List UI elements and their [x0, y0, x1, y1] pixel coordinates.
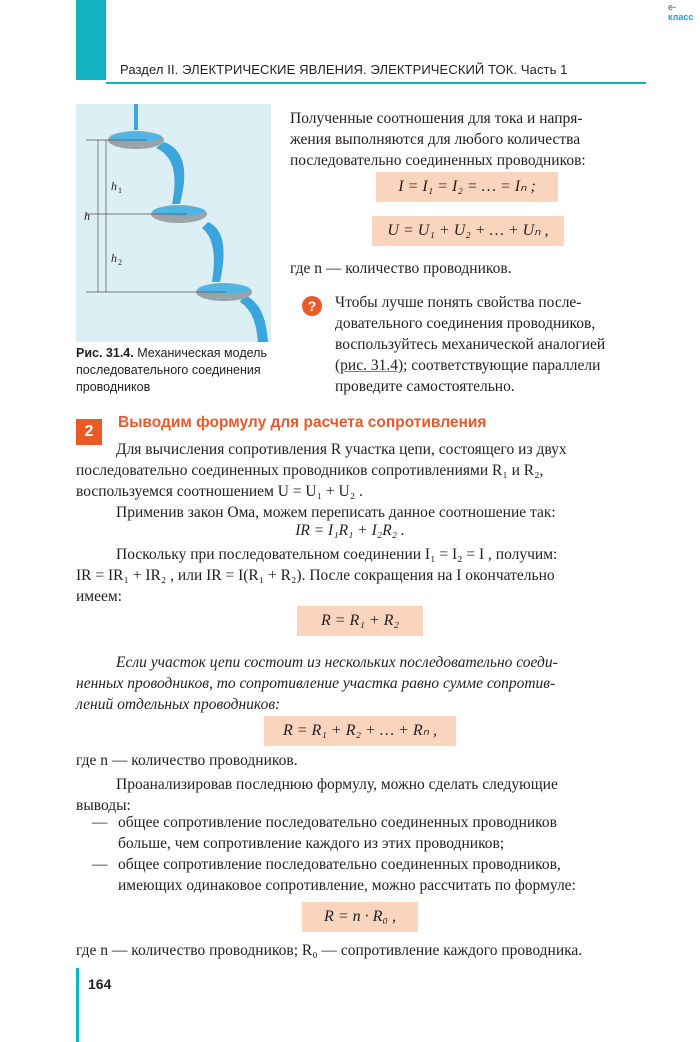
question-icon: ? — [302, 296, 322, 316]
bullet-dash-1: — — [92, 814, 108, 831]
figure-reference-link[interactable]: (рис. 31.4) — [335, 357, 404, 374]
equation-ir: IR = I₁R₁ + I₂R₂ . — [295, 522, 405, 539]
page-header: Раздел II. ЭЛЕКТРИЧЕСКИЕ ЯВЛЕНИЯ. ЭЛЕКТРИЧЕСКИЙ ТОК. Часть 1 — [120, 62, 568, 77]
paragraph-3: Поскольку при последовательном соединении I₁ = I₂ = I , получим: IR = IR₁ + IR₂ , или IR = I(R₁ + R₂). После сокращения на I окончательно имеем: — [76, 546, 558, 605]
section-number: 2 — [76, 419, 102, 445]
figure-caption: Рис. 31.4. Механическая модель последовательного соединения проводников — [76, 346, 267, 394]
label-h: h — [84, 209, 90, 223]
intro-paragraph: Полученные соотношения для тока и напря- жения выполняются для любого количества последовательно соединенных проводников: — [290, 110, 586, 169]
where-n-1: где n — количество проводников. — [290, 260, 512, 277]
svg-text:2: 2 — [118, 258, 122, 267]
chapter-tab — [76, 0, 106, 80]
water-stream-1 — [156, 142, 184, 204]
where-n-2: где n — количество проводников. — [76, 752, 298, 769]
svg-text:1: 1 — [118, 186, 122, 195]
bullet-2: общее сопротивление последовательно соединенных проводников, имеющих одинаковое сопротивление, можно рассчитать по формуле: — [118, 856, 576, 894]
page-number-bar — [76, 968, 79, 1042]
publisher-logo: e-класс — [668, 2, 694, 22]
question-paragraph: Чтобы лучше понять свойства после- довательного соединения проводников, воспользуйтесь механической аналогией (рис. 31.4); соответствующие параллели проведите самостоятельно. — [335, 294, 606, 395]
figure-water-bowls — [76, 104, 271, 342]
header-rule — [106, 82, 646, 84]
formula-two-resistors: R = R₁ + R₂ — [297, 606, 423, 636]
label-h2: h — [111, 251, 117, 265]
formula-n-resistors: R = R₁ + R₂ + … + Rₙ , — [264, 716, 456, 746]
water-stream-top — [134, 104, 138, 130]
bowls-illustration — [76, 104, 271, 342]
rule-paragraph: Если участок цепи состоит из нескольких последовательно соеди- ненных проводников, то сопротивление участка равно сумме сопротив- лений отдельных проводников: — [76, 654, 558, 713]
bullet-dash-2: — — [92, 856, 108, 873]
formula-equal-resistors: R = n · R₀ , — [302, 902, 418, 932]
paragraph-2: Применив закон Ома, можем переписать данное соотношение так: — [116, 504, 556, 521]
formula-voltage: U = U₁ + U₂ + … + Uₙ , — [372, 216, 564, 246]
section-title: Выводим формулу для расчета сопротивления — [118, 414, 487, 431]
paragraph-4: Проанализировав последнюю формулу, можно сделать следующие выводы: — [76, 776, 558, 814]
paragraph-1: Для вычисления сопротивления R участка цепи, состоящего из двух последовательно соединенных проводников сопротивлениями R₁ и R₂, воспользуемся соотношением U = U₁ + U₂ . — [76, 441, 567, 500]
bullet-1: общее сопротивление последовательно соединенных проводников больше, чем сопротивление каждого из этих проводников; — [118, 814, 557, 852]
formula-current: I = I₁ = I₂ = … = Iₙ ; — [376, 172, 558, 202]
water-stream-3 — [240, 294, 268, 342]
where-n-3: где n — количество проводников; R₀ — сопротивление каждого проводника. — [76, 942, 583, 959]
water-stream-2 — [202, 222, 224, 282]
label-h1: h — [111, 179, 117, 193]
page-number: 164 — [88, 976, 112, 992]
